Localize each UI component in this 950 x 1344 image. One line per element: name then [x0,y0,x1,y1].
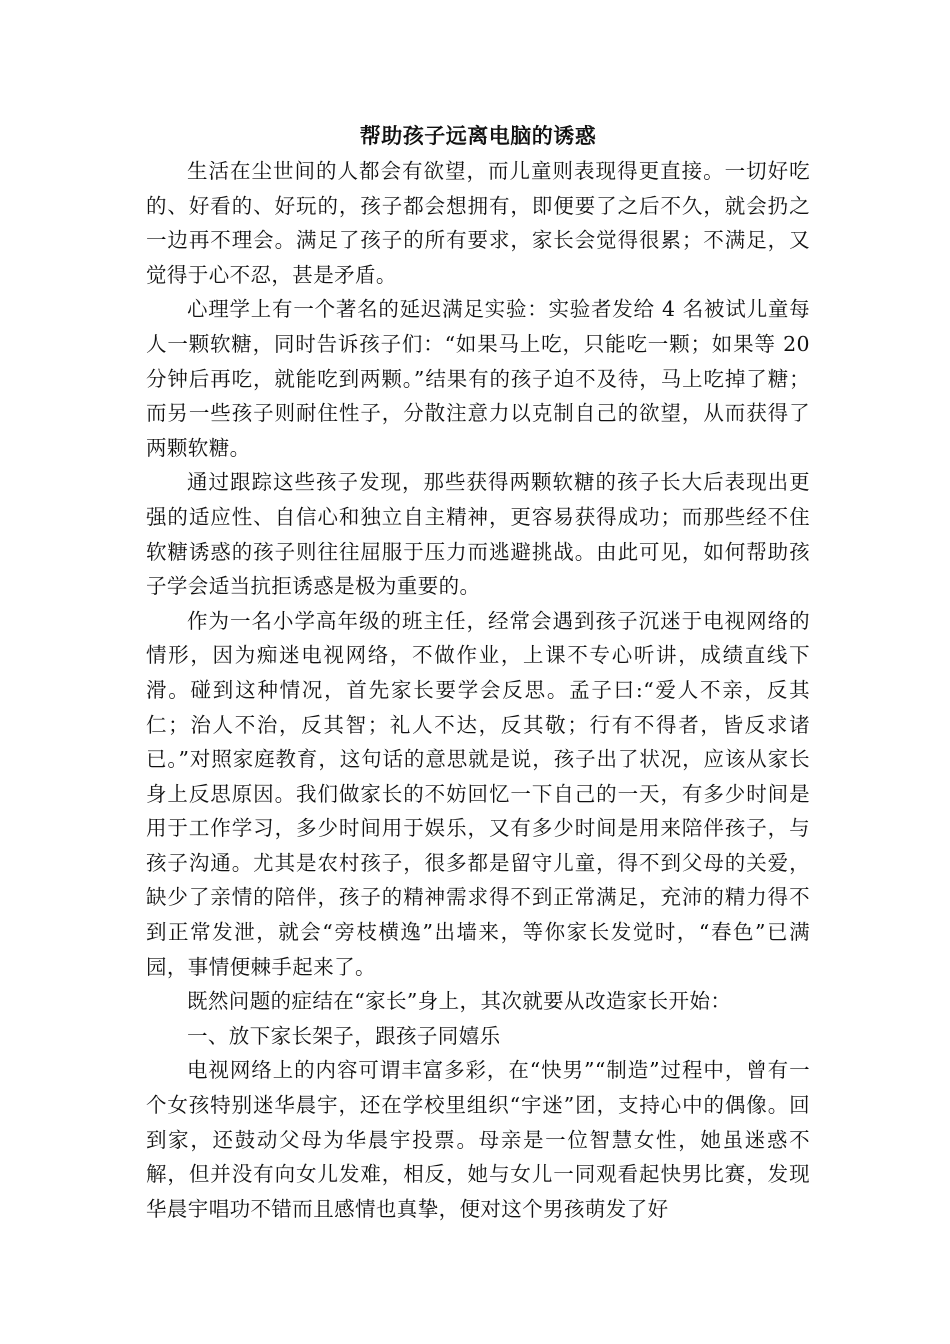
paragraph-teacher-reflection: 作为一名小学高年级的班主任，经常会遇到孩子沉迷于电视网络的情形，因为痴迷电视网络，不做作业，上课不专心听讲，成绩直线下滑。碰到这种情况，首先家长要学会反思。孟子曰:“爱人不亲，反其仁；治人不治，反其智；礼人不达，反其敬；行有不得者，皆反求诸已。”对照家庭教育，这句话的意思就是说，孩子出了状况，应该从家长身上反思原因。我们做家长的不妨回忆一下自己的一天，有多少时间是用于工作学习，多少时间用于娱乐，又有多少时间是用来陪伴孩子，与孩子沟通。尤其是农村孩子，很多都是留守儿童，得不到父母的关爱，缺少了亲情的陪伴，孩子的精神需求得不到正常满足，充沛的精力得不到正常发泄，就会“旁枝横逸”出墙来，等你家长发觉时，“春色”已满园，事情便棘手起来了。 [146,608,810,979]
paragraph-example: 电视网络上的内容可谓丰富多彩，在“快男”“制造”过程中，曾有一个女孩特别迷华晨宇，还在学校里组织“宇迷”团，支持心中的偶像。回到家，还鼓动父母为华晨宇投票。母亲是一位智慧女性，她虽迷惑不解，但并没有向女儿发难，相反，她与女儿一同观看起快男比赛，发现华晨宇唱功不错而且感情也真挚，便对这个男孩萌发了好 [146,1058,810,1221]
document-page [146,118,810,1226]
paragraph-intro: 生活在尘世间的人都会有欲望，而儿童则表现得更直接。一切好吃的、好看的、好玩的，孩子都会想拥有，即便要了之后不久，就会扔之一边再不理会。满足了孩子的所有要求，家长会觉得很累；不满足，又觉得于心不忍，甚是矛盾。 [146,159,810,287]
paragraph-findings: 通过跟踪这些孩子发现，那些获得两颗软糖的孩子长大后表现出更强的适应性、自信心和独立自主精神，更容易获得成功；而那些经不住软糖诱惑的孩子则往往屈服于压力而逃避挑战。由此可见，如何帮助孩子学会适当抗拒诱惑是极为重要的。 [146,470,810,599]
document-title: 帮助孩子远离电脑的诱惑 [359,124,597,148]
paragraph-experiment: 心理学上有一个著名的延迟满足实验：实验者发给 4 名被试儿童每人一颗软糖，同时告诉孩子们：“如果马上吃，只能吃一颗；如果等 20 分钟后再吃，就能吃到两颗。”结果有的孩子迫不及待，马上吃掉了糖；而另一些孩子则耐住性子，分散注意力以克制自己的欲望，从而获得了两颗软糖。 [146,297,810,460]
section-heading-one: 一、放下家长架子，跟孩子同嬉乐 [187,1023,501,1048]
paragraph-transition: 既然问题的症结在“家长”身上，其次就要从改造家长开始： [187,989,732,1014]
